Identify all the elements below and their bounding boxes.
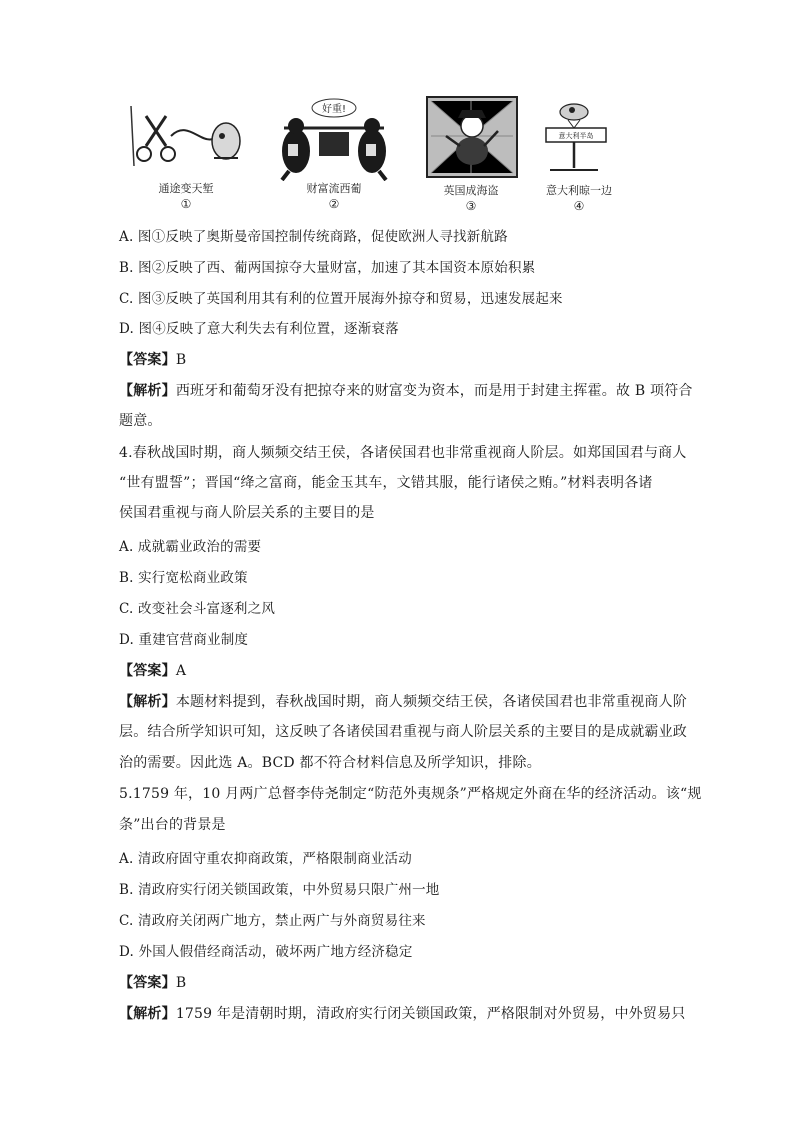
- q3-answer: [119, 350, 186, 370]
- q5-option-a: A. 清政府固守重农抑商政策，严格限制商业活动: [119, 851, 412, 867]
- signpost-icon: [538, 96, 618, 176]
- scissors-cutting-route-icon: [126, 96, 246, 176]
- bubble-text: 好重!: [321, 104, 347, 115]
- analysis-label: 【解析】: [119, 694, 176, 710]
- cartoon-3-caption: [416, 182, 526, 213]
- answer-value: B: [175, 975, 187, 991]
- cartoon-2: [274, 96, 394, 211]
- answer-value: B: [175, 352, 187, 368]
- cartoon-number: ②: [328, 197, 340, 211]
- q4-option-c: C. 改变社会斗富逐利之风: [119, 601, 276, 617]
- pirate-figure-icon: [426, 96, 518, 178]
- q5-option-d: D. 外国人假借经商活动，破坏两广地方经济稳定: [119, 944, 413, 960]
- q4-analysis-line-3: 治的需要。因此选 A。BCD 都不符合材料信息及所学知识，排除。: [119, 755, 541, 771]
- cartoon-caption-text: 意大利晾一边: [546, 184, 612, 197]
- q4-stem-line-2: “世有盟誓”；晋国“绛之富商，能金玉其车，文错其服，能行诸侯之贿。”材料表明各诸: [119, 475, 653, 491]
- cartoon-number: ③: [465, 199, 477, 213]
- cartoon-1-caption: [131, 180, 241, 211]
- cartoon-4-caption: [524, 182, 634, 213]
- cartoon-caption-text: 通途变天堑: [158, 182, 214, 195]
- q5-option-c: C. 清政府关闭两广地方，禁止两广与外商贸易往来: [119, 913, 426, 929]
- answer-label: 【答案】: [119, 352, 176, 368]
- q3-option-d: D. 图④反映了意大利失去有利位置，逐渐衰落: [119, 321, 399, 337]
- cartoon-caption-text: 英国成海盗: [443, 184, 499, 197]
- q3-analysis-line-2: 题意。: [119, 413, 162, 429]
- answer-label: 【答案】: [119, 975, 176, 991]
- q3-analysis: [119, 381, 693, 401]
- cartoon-strip: [126, 96, 626, 216]
- q4-option-d: D. 重建官营商业制度: [119, 632, 249, 648]
- analysis-label: 【解析】: [119, 1006, 176, 1022]
- q4-option-a: A. 成就霸业政治的需要: [119, 539, 262, 555]
- q4-stem-line-3: 侯国君重视与商人阶层关系的主要目的是: [119, 505, 375, 521]
- cartoon-3: [426, 96, 518, 213]
- cartoon-1: [126, 96, 246, 211]
- q4-analysis: [119, 692, 687, 712]
- cartoon-number: ④: [573, 199, 585, 213]
- cartoon-caption-text: 财富流西葡: [306, 182, 362, 195]
- q3-option-b: B. 图②反映了西、葡两国掠夺大量财富，加速了其本国资本原始积累: [119, 260, 536, 276]
- analysis-text: 本题材料提到，春秋战国时期，商人频频交结王侯，各诸侯国君也非常重视商人阶: [175, 694, 688, 710]
- q5-option-b: B. 清政府实行闭关锁国政策，中外贸易只限广州一地: [119, 882, 440, 898]
- cartoon-number: ①: [180, 197, 192, 211]
- q4-analysis-line-2: 层。结合所学知识可知，这反映了各诸侯国君重视与商人阶层关系的主要目的是成就霸业政: [119, 724, 687, 740]
- q5-stem-line-1: 5.1759 年，10 月两广总督李侍尧制定“防范外夷规条”严格规定外商在华的经济活动。该“规: [119, 786, 702, 802]
- q3-option-c: C. 图③反映了英国利用其有利的位置开展海外掠夺和贸易，迅速发展起来: [119, 291, 563, 307]
- cartoon-2-caption: [279, 180, 389, 211]
- sign-text: 意大利半岛: [558, 132, 594, 140]
- analysis-label: 【解析】: [119, 383, 176, 399]
- two-figures-carrying-treasure-icon: [274, 96, 394, 181]
- q4-answer: [119, 661, 186, 681]
- analysis-text: 1759 年是清朝时期，清政府实行闭关锁国政策，严格限制对外贸易，中外贸易只: [175, 1006, 686, 1022]
- analysis-text: 西班牙和葡萄牙没有把掠夺来的财富变为资本，而是用于封建主挥霍。故 B 项符合: [175, 383, 693, 399]
- q5-analysis: [119, 1004, 686, 1024]
- q3-option-a: A. 图①反映了奥斯曼帝国控制传统商路，促使欧洲人寻找新航路: [119, 229, 508, 245]
- q5-stem-line-2: 条”出台的背景是: [119, 817, 226, 833]
- answer-value: A: [175, 663, 187, 679]
- q5-answer: [119, 973, 186, 993]
- answer-label: 【答案】: [119, 663, 176, 679]
- q4-option-b: B. 实行宽松商业政策: [119, 570, 248, 586]
- cartoon-4: [538, 96, 618, 213]
- q4-stem-line-1: 4.春秋战国时期，商人频频交结王侯，各诸侯国君也非常重视商人阶层。如郑国国君与商人: [119, 445, 687, 461]
